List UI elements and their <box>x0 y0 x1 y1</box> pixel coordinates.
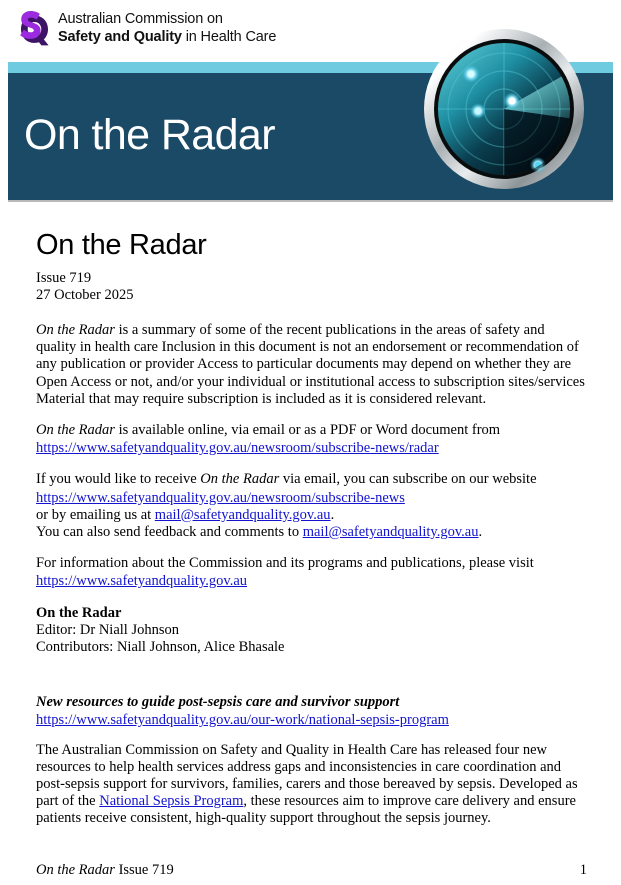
article-body-paragraph <box>36 742 587 828</box>
feedback-text-pre: You can also send feedback and comments to <box>36 524 303 541</box>
commission-wordmark <box>58 11 276 46</box>
email-line <box>36 507 587 524</box>
email-address-link[interactable]: mail@safetyandquality.gov.au <box>154 506 331 523</box>
feedback-text-post: . <box>478 524 483 541</box>
availability-paragraph <box>36 422 587 439</box>
commission-website-link[interactable]: https://www.safetyandquality.gov.au <box>36 573 248 590</box>
subscribe-text-pre: If you would like to receive <box>36 471 201 488</box>
publication-banner <box>8 62 613 200</box>
banner-title: On the Radar <box>24 111 275 159</box>
subscribe-text-post: via email, you can subscribe on our website <box>279 471 537 488</box>
subscribe-radar-link[interactable]: https://www.safetyandquality.gov.au/newsroom/subscribe-news/radar <box>36 440 439 457</box>
issue-number: Issue 719 <box>36 270 92 286</box>
subscribe-publication-name: On the Radar <box>200 471 280 488</box>
national-sepsis-program-link[interactable]: National Sepsis Program <box>99 793 244 810</box>
credits-title: On the Radar <box>36 604 122 621</box>
article-heading: New resources to guide post-sepsis care and survivor support <box>36 694 400 711</box>
page-number: 1 <box>579 862 587 878</box>
email-text-post: . <box>330 506 335 523</box>
credits-editor: Editor: Dr Niall Johnson <box>36 621 179 638</box>
email-text-pre: or by emailing us at <box>36 506 155 523</box>
subscribe-news-link[interactable]: https://www.safetyandquality.gov.au/newsroom/subscribe-news <box>36 489 405 506</box>
page-title: On the Radar <box>36 229 207 261</box>
intro-paragraph-text: is a summary of some of the recent publications in the areas of safety and quality in health care Inclusion in this document is not an endorsement or recommendation of any publication or provider Access to particular documents may depend on whether they are Open Access or not, and/or your individual or institutional access to subscription sites/services Material that may require subscription is included as it is considered relevant. <box>36 322 585 407</box>
banner-bottom-rule <box>8 200 613 202</box>
commission-wordmark-regular: in Health Care <box>181 29 277 45</box>
intro-paragraph <box>36 322 587 408</box>
feedback-email-link[interactable]: mail@safetyandquality.gov.au <box>302 524 479 541</box>
article-heading-link[interactable]: https://www.safetyandquality.gov.au/our-work/national-sepsis-program <box>36 712 449 729</box>
feedback-line <box>36 524 587 541</box>
radar-scope-icon <box>420 25 588 193</box>
intro-publication-name: On the Radar <box>36 322 115 338</box>
commission-wordmark-bold: Safety and Quality <box>58 29 182 45</box>
commission-wordmark-line2 <box>58 29 276 46</box>
availability-text: is available online, via email or as a PDF or Word document from <box>114 422 501 439</box>
footer-publication-name: On the Radar <box>36 862 115 878</box>
article-body-part2: , these resources aim to improve care delivery and ensure patients receive consistent, high-quality support throughout the sepsis journey. <box>36 793 576 827</box>
document-body <box>36 228 587 828</box>
commission-info-paragraph: For information about the Commission and its programs and publications, please visit <box>36 555 534 572</box>
footer-publication-reference <box>36 862 174 879</box>
acsqhc-sq-monogram-icon <box>16 9 50 49</box>
footer-issue-text: Issue 719 <box>114 862 174 878</box>
article-body-part1: The Australian Commission on Safety and Quality in Health Care has released four new resources to help health services address gaps and inconsistencies in care coordination and post-sepsis support for survivors, families, carers and those bereaved by sepsis. Developed as part of the <box>36 741 578 810</box>
commission-wordmark-line1: Australian Commission on <box>58 11 223 27</box>
credits-contributors: Contributors: Niall Johnson, Alice Bhasale <box>36 639 285 656</box>
availability-publication-name: On the Radar <box>36 422 115 439</box>
subscribe-paragraph <box>36 471 587 488</box>
issue-date: 27 October 2025 <box>36 287 134 303</box>
